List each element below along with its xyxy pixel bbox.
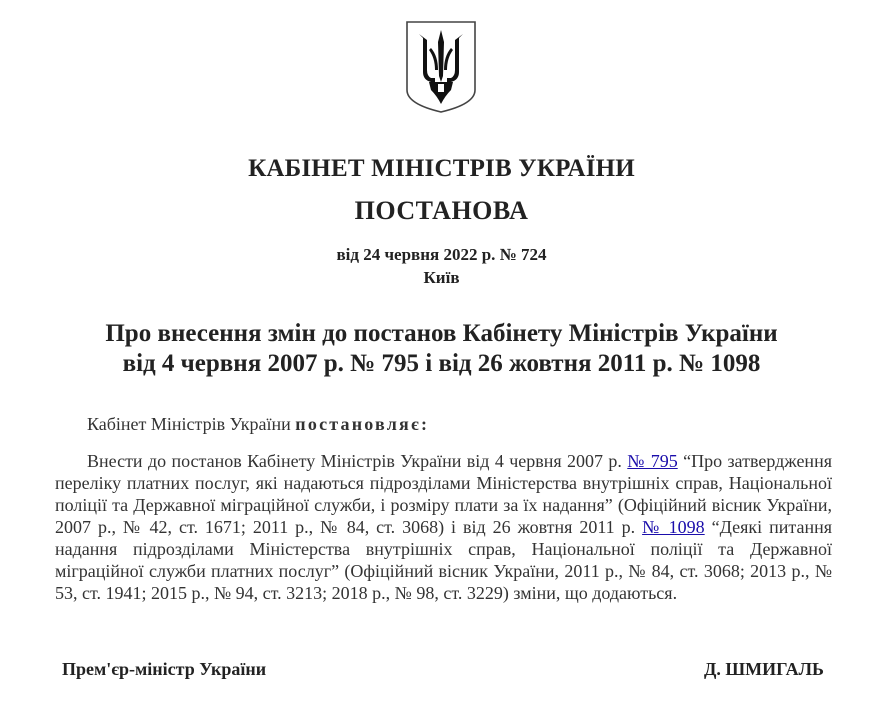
organization-name: КАБІНЕТ МІНІСТРІВ УКРАЇНИ xyxy=(248,155,635,182)
document-city: Київ xyxy=(423,268,460,287)
paragraph-part-2: “Про затвердження переліку платних послуг, які надаються підрозділами Міністерства внутрішніх справ, Національної поліції та Державної міграційної служби, і розміру плати за їх надання” (Офіційний вісник України, 2007 р., № 42, ст. 1671; 2011 р., № 84, ст. 3068) і від 26 жовтня 2011 р. xyxy=(55,451,832,537)
document-type: ПОСТАНОВА xyxy=(354,196,529,225)
signatory-position: Прем'єр-міністр України xyxy=(62,659,267,679)
paragraph-part-3: “Деякі питання надання підрозділами Міністерства внутрішніх справ, Національної поліції та Державної міграційної служби платних послуг” (Офіційний вісник України, 2011 р., № 84, ст. 3068; 2013 р., № 53, ст. 1941; 2015 р., № 94, ст. 3213; 2018 р., № 98, ст. 3229) зміни, що додаються. xyxy=(55,517,832,603)
preamble-text: Кабінет Міністрів України xyxy=(87,414,296,434)
trident-coat-of-arms-icon xyxy=(405,20,477,114)
preamble-resolves: постановляє: xyxy=(295,414,430,434)
preamble xyxy=(55,413,832,435)
paragraph-part-1: Внести до постанов Кабінету Міністрів України від 4 червня 2007 р. xyxy=(87,451,628,471)
link-resolution-795[interactable]: № 795 xyxy=(627,451,678,471)
main-paragraph xyxy=(55,450,832,604)
signatory-name: Д. ШМИГАЛЬ xyxy=(704,659,824,679)
document-date: від 24 червня 2022 р. № 724 xyxy=(336,245,547,264)
document-title-line-1: Про внесення змін до постанов Кабінету Міністрів України xyxy=(105,320,778,347)
link-resolution-1098[interactable]: № 1098 xyxy=(642,517,705,537)
document-title-line-2: від 4 червня 2007 р. № 795 і від 26 жовтня 2011 р. № 1098 xyxy=(122,350,761,377)
